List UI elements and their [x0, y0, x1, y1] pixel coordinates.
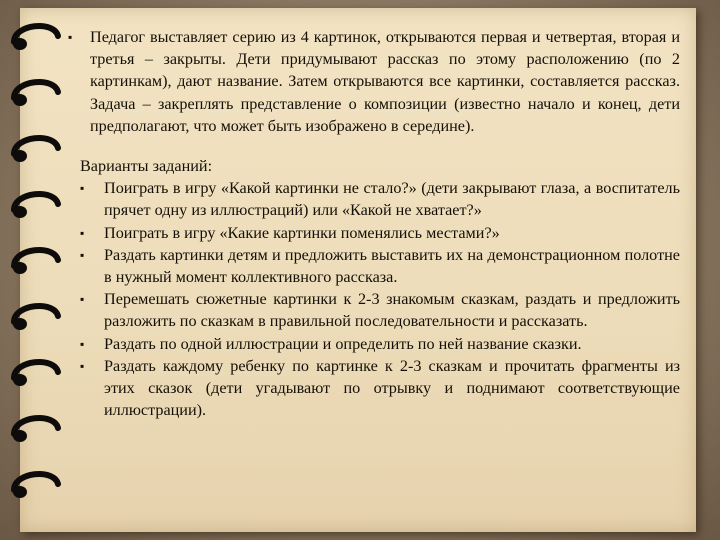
bullet-icon: ▪	[80, 292, 85, 307]
variant-text: Перемешать сюжетные картинки к 2-3 знакомым сказкам, раздать и предложить разложить по сказкам в правильной последовательности и рассказать.	[104, 290, 680, 331]
bullet-icon: ▪	[80, 225, 85, 240]
variant-text: Поиграть в игру «Какой картинки не стало?» (дети закрывают глаза, а воспитатель прячет одну из иллюстраций) или «Какой не хватает?»	[104, 179, 680, 220]
spiral-ring-icon	[13, 194, 58, 218]
list-item	[80, 222, 680, 244]
bullet-icon: ▪	[80, 247, 85, 262]
bullet-icon: ▪	[80, 358, 85, 373]
variants-section	[68, 155, 680, 421]
slide-content	[68, 26, 680, 421]
list-item	[80, 177, 680, 221]
spiral-ring-icon	[13, 362, 58, 386]
variants-title: Варианты заданий:	[80, 157, 213, 176]
spiral-ring-icon	[13, 82, 58, 106]
spiral-ring-icon	[13, 250, 58, 274]
variant-text: Поиграть в игру «Какие картинки поменялись местами?»	[104, 223, 500, 242]
main-list	[68, 26, 680, 137]
spiral-ring-icon	[13, 306, 58, 330]
bullet-icon: ▪	[80, 181, 85, 196]
list-item	[68, 26, 680, 137]
bullet-icon: ▪	[68, 30, 73, 44]
spiral-ring-icon	[13, 138, 58, 162]
variant-text: Раздать по одной иллюстрации и определить по ней название сказки.	[104, 334, 582, 353]
variant-text: Раздать каждому ребенку по картинке к 2-3 сказкам и прочитать фрагменты из этих сказок (дети угадывают по отрывку и поднимают соответствующие иллюстрации).	[104, 356, 680, 420]
list-item	[80, 333, 680, 355]
bullet-icon: ▪	[80, 336, 85, 351]
spiral-ring-icon	[13, 26, 58, 50]
variant-text: Раздать картинки детям и предложить выставить их на демонстрационном полотне в нужный момент коллективного рассказа.	[104, 245, 680, 287]
spiral-ring-icon	[13, 474, 58, 498]
main-paragraph-text: Педагог выставляет серию из 4 картинок, открываются первая и четвертая, вторая и третья – закрыты. Дети придумывают рассказ по этому расположению (по 2 картинкам), дают название. Затем открываются все картинки, составляется рассказ. Задача – закреплять представление о композиции (известно начало и конец, дети предполагают, что может быть изображено в середине).	[90, 28, 680, 135]
list-item	[80, 355, 680, 422]
spiral-ring-icon	[13, 418, 58, 442]
variants-list	[80, 177, 680, 421]
list-item	[80, 288, 680, 332]
list-item	[80, 244, 680, 288]
